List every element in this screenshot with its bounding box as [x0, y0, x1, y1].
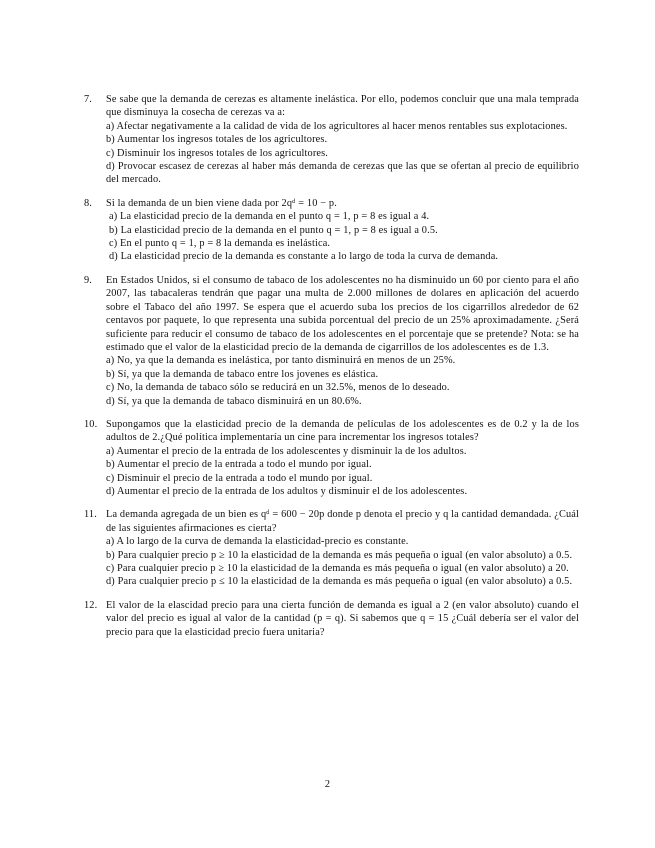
option-d: d) Para cualquier precio p ≤ 10 la elasticidad de la demanda es más pequeña o igual (en valor absoluto) a 0.5.: [106, 576, 573, 588]
option-d: d) Provocar escasez de cerezas al haber más demanda de cerezas que las que se ofertan al precio de equilibrio del mercado.: [106, 161, 579, 186]
question-number: 11.: [84, 509, 97, 521]
option-a: a) A lo largo de la curva de demanda la elasticidad-precio es constante.: [106, 536, 409, 548]
question-text: La demanda agregada de un bien es qᵈ = 600 − 20p donde p denota el precio y q la cantidad demandada. ¿Cuál de las siguientes afirmaciones es cierta?: [106, 509, 579, 534]
option-d: d) Sí, ya que la demanda de tabaco disminuirá en un 80.6%.: [106, 395, 362, 407]
question-number: 10.: [84, 418, 98, 430]
question-10: [84, 418, 579, 498]
option-c: c) No, la demanda de tabaco sólo se reducirá en un 32.5%, menos de lo deseado.: [106, 382, 450, 394]
option-b: b) Sí, ya que la demanda de tabaco entre los jovenes es elástica.: [106, 368, 379, 380]
page-number: 2: [324, 779, 331, 790]
question-12: [84, 599, 579, 639]
option-c: c) Disminuir el precio de la entrada a todo el mundo por igual.: [106, 472, 373, 484]
option-b: b) Aumentar los ingresos totales de los agricultores.: [106, 134, 328, 146]
question-9: [84, 274, 579, 408]
option-d: d) La elasticidad precio de la demanda es constante a lo largo de toda la curva de demanda.: [109, 251, 499, 263]
option-a: a) Afectar negativamente a la calidad de vida de los agricultores al hacer menos rentables sus explotaciones.: [106, 120, 568, 132]
question-number: 7.: [84, 94, 93, 105]
question-number: 9.: [84, 274, 93, 286]
question-text: Se sabe que la demanda de cerezas es altamente inelástica. Por ello, podemos concluir que una mala temprada que disminuya la cosecha de cerezas va a:: [106, 94, 579, 119]
option-c: c) Para cualquier precio p ≥ 10 la elasticidad de la demanda es más pequeña o igual (en valor absoluto) a 20.: [106, 563, 569, 574]
option-a: a) Aumentar el precio de la entrada de los adolescentes y disminuir la de los adultos.: [106, 445, 467, 457]
question-text: En Estados Unidos, si el consumo de tabaco de los adolescentes no ha disminuido un 60 por ciento para el año 2007, las tabacaleras tendrán que pagar una multa de 2.000 millones de dolares en aplicación del acuerdo sobre el Tabaco del año 1997. Se espera que el acuerdo suba los precios de los cigarrillos alrededor de 62 centavos por paquete, lo que representa una subida porcentual del precio de un 25% aproximadamente. ¿Será suficiente para reducir el consumo de tabaco de los adolescentes en el porcentaje que se pretende? Nota: se ha estimado que el valor de la elasticidad precio de la demanda de cigarrillos de los adolescentes es de 1.3.: [106, 274, 579, 353]
option-c: c) En el punto q = 1, p = 8 la demanda es inelástica.: [109, 238, 331, 250]
question-7: [84, 93, 579, 187]
question-number: 8.: [84, 197, 93, 209]
question-text: Supongamos que la elasticidad precio de la demanda de películas de los adolescentes es de 0.2 y la de los adultos de 2.¿Qué política implementaría un cine para incrementar los ingresos totales?: [106, 418, 579, 444]
question-number: 12.: [84, 599, 98, 611]
option-b: b) Para cualquier precio p ≥ 10 la elasticidad de la demanda es más pequeña o igual (en valor absoluto) a 0.5.: [106, 549, 573, 561]
option-c: c) Disminuir los ingresos totales de los agricultores.: [106, 147, 329, 159]
option-a: a) La elasticidad precio de la demanda en el punto q = 1, p = 8 es igual a 4.: [109, 211, 430, 223]
question-11: [84, 508, 579, 588]
question-text: Si la demanda de un bien viene dada por 2qᵈ = 10 − p.: [106, 197, 337, 209]
option-d: d) Aumentar el precio de la entrada de los adultos y disminuir el de los adolescentes.: [106, 485, 468, 497]
question-text: El valor de la elascidad precio para una cierta función de demanda es igual a 2 (en valor absoluto) cuando el valor del precio es igual al valor de la cantidad (p = q). Si sabemos que q = 15 ¿Cuál debería ser el valor del precio para que la elasticidad precio fuera unitaria?: [106, 599, 579, 638]
option-a: a) No, ya que la demanda es inelástica, por tanto disminuirá en menos de un 25%.: [106, 355, 456, 367]
option-b: b) La elasticidad precio de la demanda en el punto q = 1, p = 8 es igual a 0.5.: [109, 224, 438, 236]
question-8: [84, 197, 579, 264]
option-b: b) Aumentar el precio de la entrada a todo el mundo por igual.: [106, 459, 372, 471]
